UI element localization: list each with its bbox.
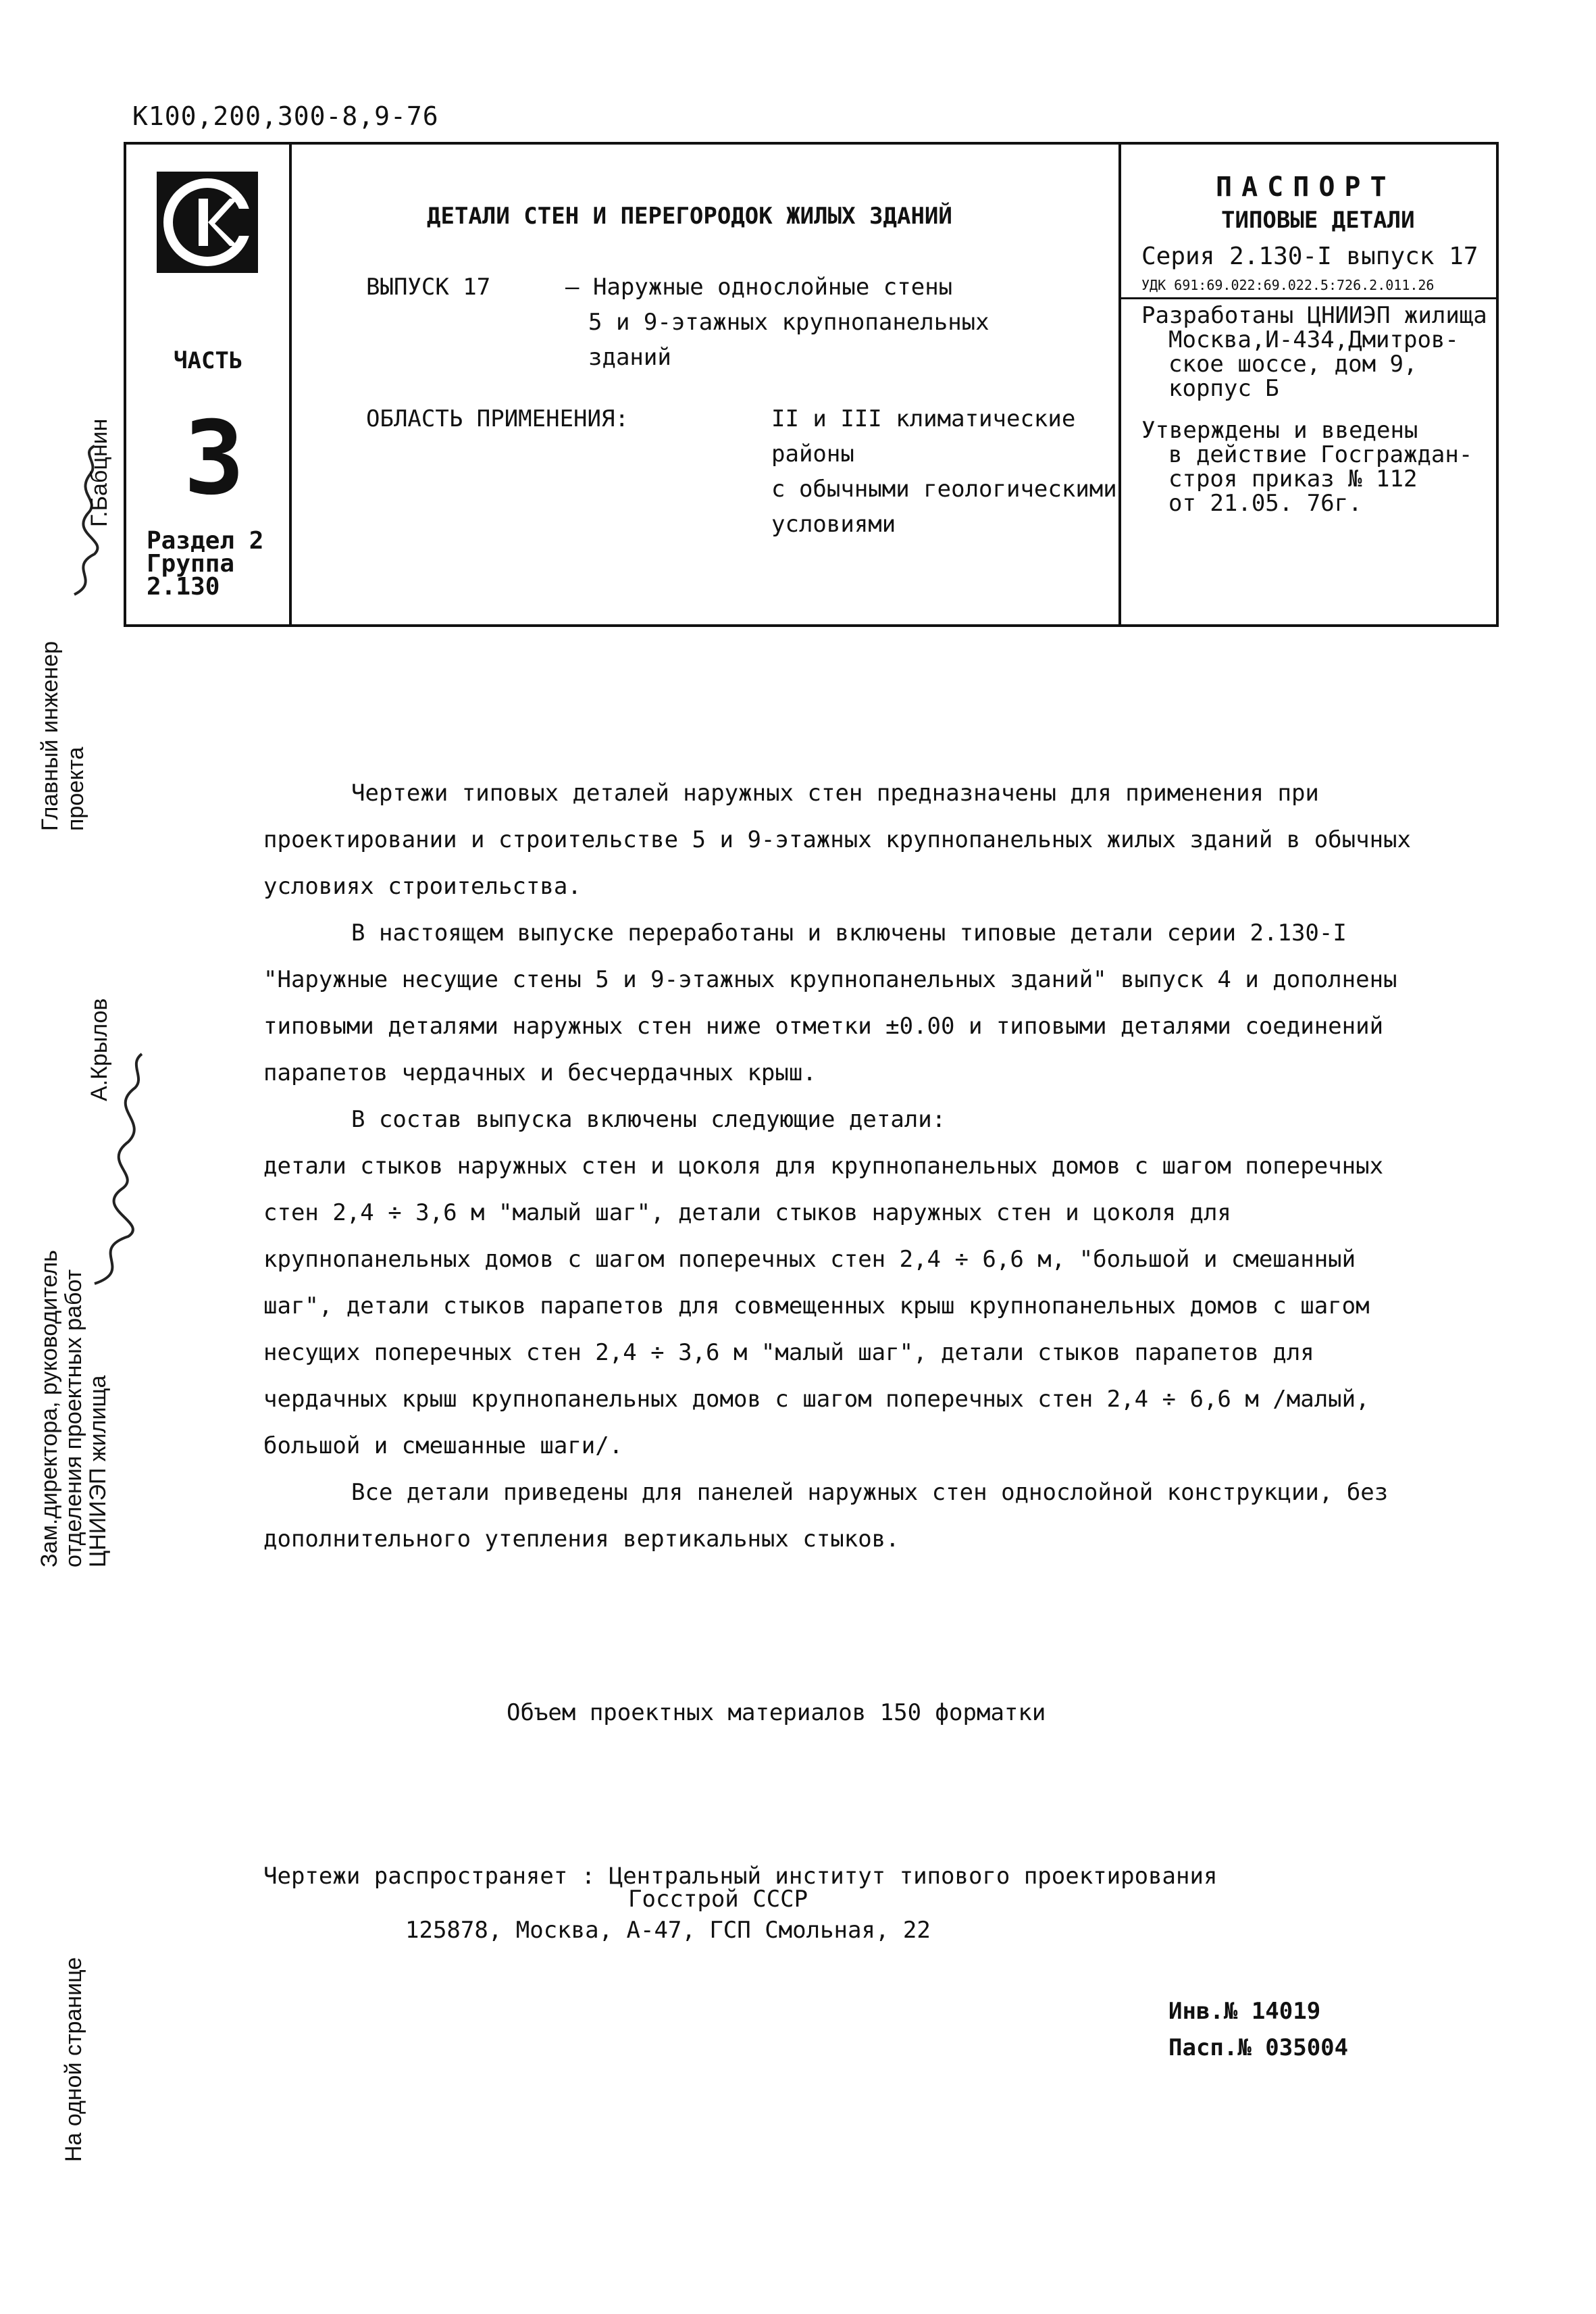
approved-by (1141, 418, 1472, 515)
chief-engineer-name: Г.Бабцнин (86, 418, 112, 527)
issue-label: ВЫПУСК 17 (366, 274, 491, 301)
paragraph: Чертежи типовых деталей наружных стен предназначены для применения при проектировании и строительстве 5 и 9-этажных крупнопанельных жилых зданий в обычных условиях строительства. (263, 780, 1411, 900)
on-one-page-note: На одной странице (61, 1957, 86, 2162)
document-code: К100,200,300-8,9-76 (132, 101, 439, 131)
udk-code: УДК 691:69.022:69.022.5:726.2.011.26 (1141, 277, 1435, 293)
section-group (147, 527, 264, 601)
paragraph: В настоящем выпуске переработаны и включены типовые детали серии 2.130-I "Наружные несущие стены 5 и 9-этажных крупнопанельных зданий" выпуск 4 и дополнены типовыми деталями наружных стен ниже отметки ±0.00 и типовыми деталями соединений парапетов чердачных и бесчердачных крыш. (263, 920, 1397, 1086)
chief-engineer-line: проекта (63, 747, 88, 831)
typical-details: ТИПОВЫЕ ДЕТАЛИ (1221, 207, 1415, 234)
paragraph: Все детали приведены для панелей наружных стен однослойной конструкции, без дополнительного утепления вертикальных стыков. (263, 1479, 1389, 1553)
chief-engineer-title (37, 641, 88, 831)
series-label: Серия 2.130-I выпуск 17 (1141, 243, 1478, 270)
deputy-director-title (37, 1250, 110, 1567)
passport-number: Пасп.№ 035004 (1168, 2034, 1349, 2061)
title-column (292, 145, 1121, 624)
chief-engineer-line: Главный инженер (37, 641, 63, 831)
distribution-address: 125878, Москва, А-47, ГСП Смольная, 22 (405, 1917, 931, 1944)
distribution-line: Чертежи распространяет : Центральный институт типового проектирования (263, 1863, 1218, 1890)
developed-line: корпус Б (1168, 375, 1279, 402)
distribution-line: Госстрой СССР (628, 1886, 808, 1913)
approved-line: от 21.05. 76г. (1168, 490, 1362, 517)
area-line: II и III климатические районы (771, 405, 1076, 468)
passport-heading: ПАСПОРТ (1216, 172, 1396, 203)
section-line: Раздел 2 (147, 527, 264, 555)
part-column (126, 145, 292, 624)
issue-line: 5 и 9-этажных крупнопанельных (588, 309, 989, 336)
part-number: 3 (184, 400, 245, 518)
issue-line: зданий (588, 344, 671, 371)
inventory-number: Инв.№ 14019 (1168, 1998, 1321, 2025)
area-text (771, 401, 1118, 542)
deputy-line: Зам.директора, руководитель (36, 1250, 62, 1567)
area-label: ОБЛАСТЬ ПРИМЕНЕНИЯ: (366, 405, 629, 432)
paragraph: детали стыков наружных стен и цоколя для крупнопанельных домов с шагом поперечных стен 2,4 ÷ 3,6 м "малый шаг", детали стыков наружных стен и цоколя для крупнопанельных домов с шагом поперечных стен 2,4 ÷ 6,6 м, "большой и смешанный шаг", детали стыков парапетов для совмещенных крыш крупнопанельных домов с шагом несущих поперечных стен 2,4 ÷ 3,6 м "малый шаг", детали стыков парапетов для чердачных крыш крупнопанельных домов с шагом поперечных стен 2,4 ÷ 6,6 м /малый, большой и смешанные шаги/. (263, 1153, 1384, 1459)
section-line: Группа (147, 550, 235, 578)
inventory-block (1168, 1993, 1348, 2066)
passport-header-table (124, 142, 1499, 627)
developed-line: ское шоссе, дом 9, (1168, 351, 1418, 378)
deputy-line: отделения проектных работ (61, 1269, 86, 1567)
passport-column (1121, 145, 1496, 624)
area-line: условиями (771, 511, 896, 538)
issue-text (565, 270, 989, 375)
approved-line: Утверждены и введены (1141, 417, 1418, 444)
developed-line: Москва,И-434,Дмитров- (1168, 326, 1459, 353)
divider (1121, 297, 1496, 299)
part-label: ЧАСТЬ (174, 347, 243, 374)
area-line: с обычными геологическими (771, 476, 1117, 503)
materials-volume: Объем проектных материалов 150 форматки (507, 1699, 1046, 1726)
deputy-director-name: А.Крылов (86, 998, 112, 1101)
approved-line: в действие Госграждан- (1168, 441, 1473, 468)
doc-title: ДЕТАЛИ СТЕН И ПЕРЕГОРОДОК ЖИЛЫХ ЗДАНИЙ (427, 203, 952, 230)
developed-line: Разработаны ЦНИИЭП жилища (1141, 302, 1487, 329)
issue-line: – Наружные однослойные стены (565, 274, 953, 301)
deputy-line: ЦНИИЭП жилища (85, 1375, 111, 1567)
approved-line: строя приказ № 112 (1168, 466, 1418, 493)
sk-logo-icon (157, 172, 258, 273)
developed-by (1141, 303, 1487, 401)
body-text (263, 770, 1412, 1563)
distribution-info (263, 1865, 1217, 1942)
section-line: 2.130 (147, 573, 220, 601)
paragraph: В состав выпуска включены следующие детали: (351, 1106, 946, 1133)
